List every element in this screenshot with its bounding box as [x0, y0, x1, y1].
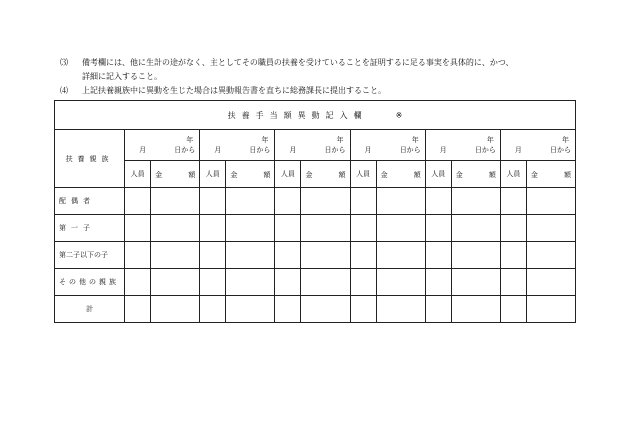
row-label-second-child-onward: 第二子以下の子: [55, 242, 125, 269]
count-entry-cell[interactable]: [275, 296, 301, 323]
count-entry-cell[interactable]: [350, 215, 376, 242]
amount-entry-cell[interactable]: [226, 215, 275, 242]
count-header: 人員: [275, 161, 301, 188]
amount-header-left: 金: [155, 171, 163, 179]
count-entry-cell[interactable]: [275, 242, 301, 269]
amount-entry-cell[interactable]: [376, 269, 425, 296]
amount-header: [226, 161, 275, 188]
count-entry-cell[interactable]: [125, 242, 151, 269]
note-text-continued: 詳細に記入すること。: [82, 72, 162, 81]
amount-header-right: 額: [413, 171, 421, 179]
day-from-label: 日から: [174, 146, 196, 154]
row-label-spouse: 配偶者: [55, 188, 125, 215]
table-title: [55, 101, 576, 130]
row-label-other-relatives: その他の親族: [55, 269, 125, 296]
amount-entry-cell[interactable]: [151, 296, 200, 323]
amount-header: [376, 161, 425, 188]
amount-entry-cell[interactable]: [226, 269, 275, 296]
day-from-label: 日から: [249, 146, 271, 154]
count-entry-cell[interactable]: [350, 269, 376, 296]
note-number: ⑶: [60, 58, 68, 67]
row-label-first-child: 第一子: [55, 215, 125, 242]
amount-header-left: 金: [230, 171, 238, 179]
period-date-cell[interactable]: [500, 130, 575, 161]
period-date-cell[interactable]: [275, 130, 350, 161]
period-date-cell[interactable]: [425, 130, 500, 161]
day-from-label: 日から: [550, 146, 571, 154]
month-label: 月: [439, 146, 447, 154]
amount-entry-cell[interactable]: [226, 242, 275, 269]
amount-header-right: 額: [263, 171, 271, 179]
day-from-label: 日から: [474, 146, 496, 154]
amount-entry-cell[interactable]: [526, 296, 575, 323]
amount-entry-cell[interactable]: [301, 242, 350, 269]
note-text: 備考欄には、他に生計の途がなく、主としてその職員の扶養を受けていることを証明するに足る事実を具体的に、かつ、: [82, 58, 514, 67]
year-label: 年: [411, 136, 419, 144]
notes-section: [60, 56, 600, 98]
note-3: [60, 56, 600, 84]
amount-entry-cell[interactable]: [526, 215, 575, 242]
amount-header-right: 額: [188, 171, 196, 179]
amount-header-left: 金: [305, 171, 313, 179]
period-date-cell[interactable]: [200, 130, 275, 161]
amount-entry-cell[interactable]: [451, 242, 500, 269]
count-entry-cell[interactable]: [425, 269, 451, 296]
count-entry-cell[interactable]: [200, 188, 226, 215]
amount-entry-cell[interactable]: [451, 269, 500, 296]
count-entry-cell[interactable]: [200, 296, 226, 323]
table-title-mark: ※: [395, 110, 403, 120]
amount-entry-cell[interactable]: [301, 296, 350, 323]
count-entry-cell[interactable]: [200, 269, 226, 296]
amount-header: [301, 161, 350, 188]
count-entry-cell[interactable]: [125, 215, 151, 242]
amount-entry-cell[interactable]: [526, 269, 575, 296]
amount-entry-cell[interactable]: [301, 269, 350, 296]
amount-entry-cell[interactable]: [151, 188, 200, 215]
count-entry-cell[interactable]: [500, 215, 526, 242]
count-entry-cell[interactable]: [200, 215, 226, 242]
count-entry-cell[interactable]: [275, 269, 301, 296]
row-label-total: 計: [55, 296, 125, 323]
month-label: 月: [139, 146, 147, 154]
count-entry-cell[interactable]: [350, 242, 376, 269]
count-entry-cell[interactable]: [350, 188, 376, 215]
amount-header-left: 金: [380, 171, 388, 179]
year-label: 年: [486, 136, 494, 144]
count-header: 人員: [500, 161, 526, 188]
day-from-label: 日から: [324, 146, 346, 154]
count-entry-cell[interactable]: [425, 188, 451, 215]
count-entry-cell[interactable]: [350, 296, 376, 323]
amount-entry-cell[interactable]: [151, 215, 200, 242]
count-entry-cell[interactable]: [500, 269, 526, 296]
year-label: 年: [562, 136, 569, 144]
note-number: ⑷: [60, 86, 68, 95]
period-date-cell[interactable]: [350, 130, 425, 161]
count-entry-cell[interactable]: [425, 242, 451, 269]
amount-header: [151, 161, 200, 188]
amount-entry-cell[interactable]: [226, 188, 275, 215]
amount-header-left: 金: [530, 171, 538, 179]
month-label: 月: [364, 146, 372, 154]
year-label: 年: [336, 136, 344, 144]
amount-header-left: 金: [455, 171, 463, 179]
month-label: 月: [214, 146, 222, 154]
count-entry-cell[interactable]: [275, 188, 301, 215]
amount-header-right: 額: [338, 171, 346, 179]
count-entry-cell[interactable]: [125, 188, 151, 215]
year-label: 年: [186, 136, 194, 144]
count-entry-cell[interactable]: [275, 215, 301, 242]
amount-entry-cell[interactable]: [451, 188, 500, 215]
year-label: 年: [261, 136, 269, 144]
count-header: 人員: [200, 161, 226, 188]
amount-header: [451, 161, 500, 188]
amount-header: [526, 161, 575, 188]
amount-entry-cell[interactable]: [376, 215, 425, 242]
month-label: 月: [289, 146, 297, 154]
count-entry-cell[interactable]: [425, 296, 451, 323]
amount-entry-cell[interactable]: [376, 296, 425, 323]
count-entry-cell[interactable]: [500, 188, 526, 215]
count-entry-cell[interactable]: [125, 296, 151, 323]
day-from-label: 日から: [399, 146, 421, 154]
amount-entry-cell[interactable]: [151, 242, 200, 269]
amount-entry-cell[interactable]: [526, 188, 575, 215]
count-entry-cell[interactable]: [500, 296, 526, 323]
period-date-cell[interactable]: [125, 130, 200, 161]
amount-entry-cell[interactable]: [451, 215, 500, 242]
count-entry-cell[interactable]: [500, 242, 526, 269]
amount-entry-cell[interactable]: [226, 296, 275, 323]
count-header: 人員: [425, 161, 451, 188]
amount-entry-cell[interactable]: [151, 269, 200, 296]
count-header: 人員: [125, 161, 151, 188]
amount-header-right: 額: [488, 171, 496, 179]
note-text: 上記扶養親族中に異動を生じた場合は異動報告書を直ちに総務課長に提出すること。: [82, 86, 386, 95]
month-label: 月: [514, 146, 522, 154]
amount-entry-cell[interactable]: [376, 188, 425, 215]
amount-entry-cell[interactable]: [451, 296, 500, 323]
count-entry-cell[interactable]: [125, 269, 151, 296]
amount-header-right: 額: [564, 171, 571, 179]
amount-entry-cell[interactable]: [526, 242, 575, 269]
table-title-text: 扶養手当額異動記入欄: [227, 110, 368, 120]
count-entry-cell[interactable]: [425, 215, 451, 242]
count-entry-cell[interactable]: [200, 242, 226, 269]
note-4: [60, 84, 600, 98]
allowance-change-table: [54, 100, 576, 323]
dependents-header: 扶養親族: [55, 130, 125, 188]
amount-entry-cell[interactable]: [301, 188, 350, 215]
amount-entry-cell[interactable]: [376, 242, 425, 269]
amount-entry-cell[interactable]: [301, 215, 350, 242]
count-header: 人員: [350, 161, 376, 188]
